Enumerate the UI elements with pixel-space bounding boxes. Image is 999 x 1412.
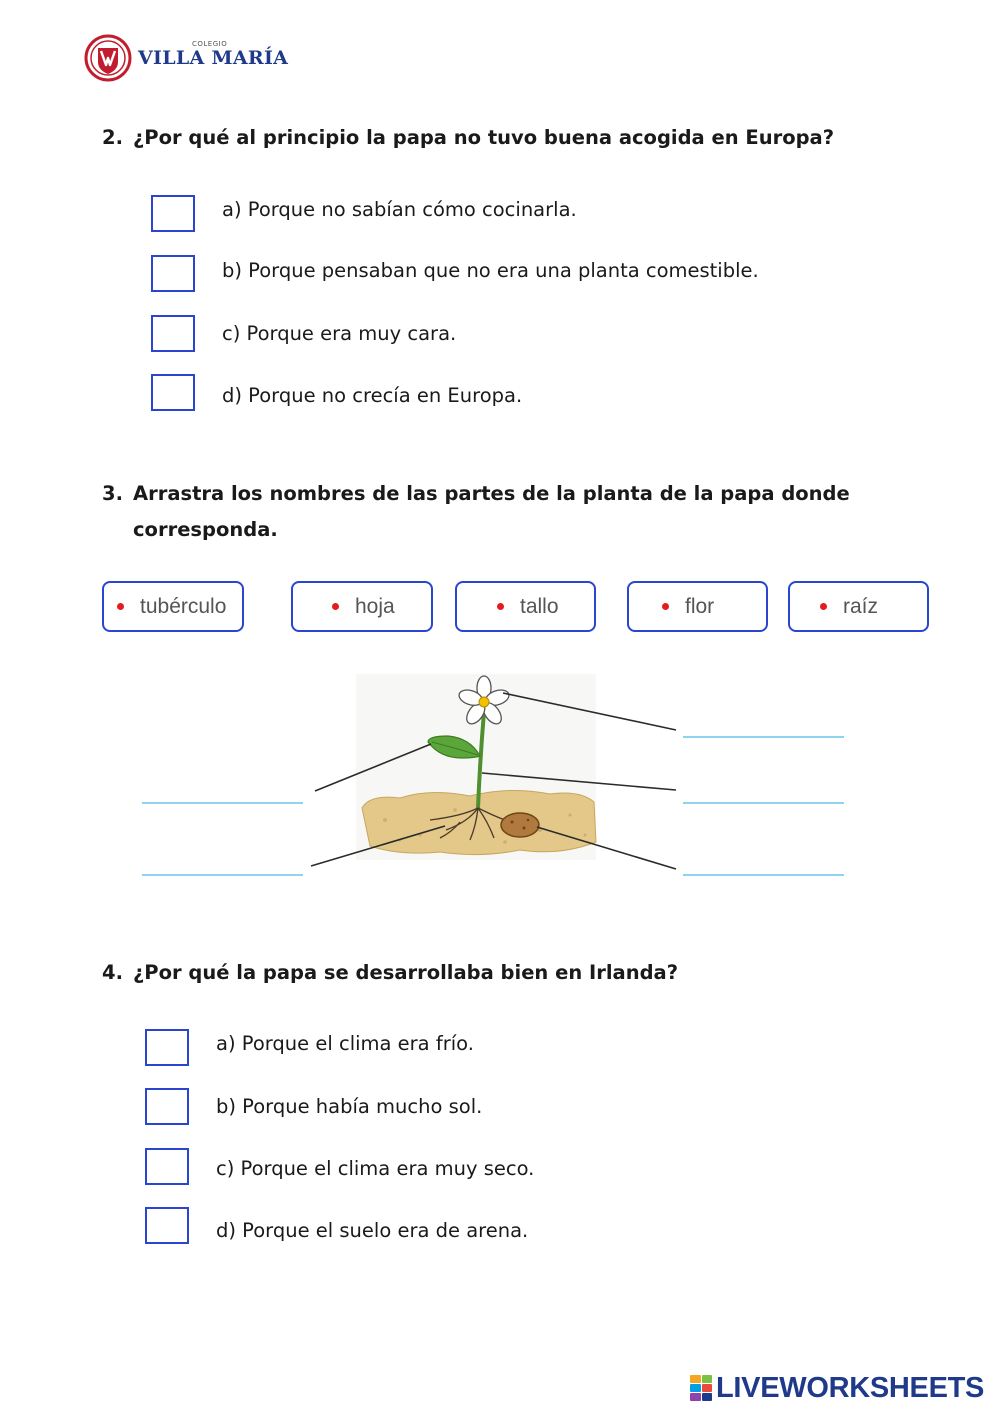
q4-option-c-label: c) Porque el clima era muy seco. [216, 1157, 535, 1180]
bullet-icon [117, 603, 124, 610]
q4-option-d-label: d) Porque el suelo era de arena. [216, 1219, 529, 1242]
q2-option-c-label: c) Porque era muy cara. [222, 322, 457, 345]
chip-label: raíz [843, 594, 879, 618]
question-number: 4. [102, 961, 123, 984]
question-text-line-2: corresponda. [133, 518, 278, 541]
q4-option-a-label: a) Porque el clima era frío. [216, 1032, 474, 1055]
q2-option-c-checkbox[interactable] [151, 315, 195, 352]
q2-option-b-checkbox[interactable] [151, 255, 195, 292]
drop-target-tallo[interactable] [683, 802, 844, 804]
bullet-icon [332, 603, 339, 610]
chip-label: hoja [355, 594, 395, 618]
drop-target-flor[interactable] [683, 736, 844, 738]
drop-target-raiz[interactable] [142, 874, 303, 876]
chip-label: tubérculo [140, 594, 227, 618]
logo-name: VILLA MARÍA [138, 47, 289, 69]
q2-option-b-label: b) Porque pensaban que no era una planta comestible. [222, 259, 759, 282]
logo-subtitle: COLEGIO [192, 40, 228, 48]
question-text: ¿Por qué al principio la papa no tuvo buena acogida en Europa? [133, 126, 835, 149]
drag-chip-flor[interactable] [627, 581, 768, 632]
drop-target-tuberculo[interactable] [683, 874, 844, 876]
question-4 [102, 955, 902, 991]
q4-option-c-checkbox[interactable] [145, 1148, 189, 1185]
q2-option-a-checkbox[interactable] [151, 195, 195, 232]
bullet-icon [820, 603, 827, 610]
question-3 [102, 476, 902, 548]
shield-monogram-icon [84, 34, 132, 82]
q4-option-d-checkbox[interactable] [145, 1207, 189, 1244]
drag-chip-raiz[interactable] [788, 581, 929, 632]
question-2 [102, 120, 902, 156]
question-number: 2. [102, 126, 123, 149]
liveworksheets-logo-icon [690, 1375, 712, 1401]
drag-chip-tallo[interactable] [455, 581, 596, 632]
bullet-icon [497, 603, 504, 610]
q4-option-a-checkbox[interactable] [145, 1029, 189, 1066]
q2-option-a-label: a) Porque no sabían cómo cocinarla. [222, 198, 577, 221]
bullet-icon [662, 603, 669, 610]
liveworksheets-brand [690, 1372, 984, 1404]
drag-chip-tuberculo[interactable] [102, 581, 244, 632]
brand-name: LIVEWORKSHEETS [716, 1371, 985, 1404]
question-text: ¿Por qué la papa se desarrollaba bien en Irlanda? [133, 961, 679, 984]
q4-option-b-checkbox[interactable] [145, 1088, 189, 1125]
question-number: 3. [102, 482, 123, 505]
question-text-line-1: Arrastra los nombres de las partes de la planta de la papa donde [133, 482, 850, 505]
q2-option-d-checkbox[interactable] [151, 374, 195, 411]
chip-label: tallo [520, 594, 559, 618]
school-logo [84, 34, 294, 86]
q2-option-d-label: d) Porque no crecía en Europa. [222, 384, 523, 407]
drop-target-hoja[interactable] [142, 802, 303, 804]
drag-chip-hoja[interactable] [291, 581, 433, 632]
q4-option-b-label: b) Porque había mucho sol. [216, 1095, 483, 1118]
chip-label: flor [685, 594, 715, 618]
